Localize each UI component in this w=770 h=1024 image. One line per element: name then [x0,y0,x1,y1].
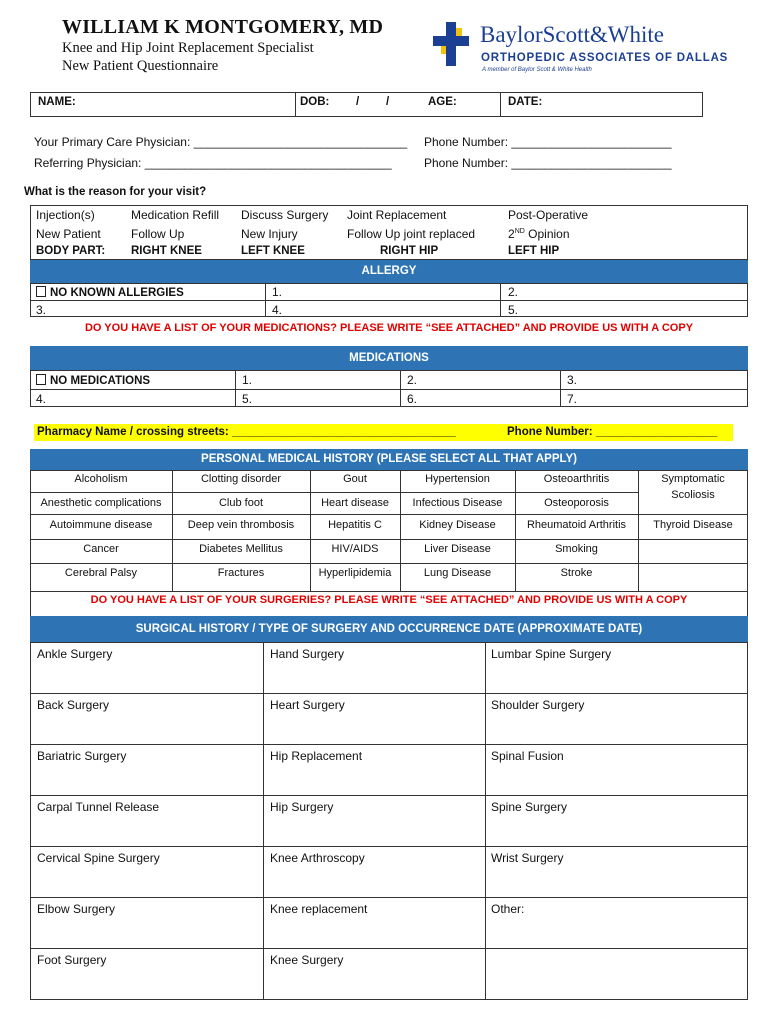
history-cerebral-palsy[interactable]: Cerebral Palsy [64,567,138,579]
surgery-foot[interactable]: Foot Surgery [37,953,107,967]
logo-name: BaylorScott&White [480,22,664,47]
form-title: New Patient Questionnaire [62,58,219,74]
date-label: DATE: [508,96,543,108]
reason-discuss-surgery[interactable]: Discuss Surgery [241,208,329,222]
history-thyroid-disease[interactable]: Thyroid Disease [653,519,733,531]
surgery-shoulder[interactable]: Shoulder Surgery [491,698,585,712]
surgery-spinal-fusion[interactable]: Spinal Fusion [491,749,564,763]
no-known-allergies-checkbox[interactable]: NO KNOWN ALLERGIES [36,286,184,299]
history-hepatitis-c[interactable]: Hepatitis C [328,519,382,531]
history-anesthetic-complications[interactable]: Anesthetic complications [40,497,162,509]
pcp-field[interactable]: Your Primary Care Physician: ________________________________ [34,135,408,149]
dob-label: DOB: [300,96,330,108]
history-club-foot[interactable]: Club foot [218,497,264,509]
medications-header: MEDICATIONS [30,346,748,370]
history-alcoholism[interactable]: Alcoholism [74,473,128,485]
surgery-other[interactable]: Other: [491,902,525,916]
reason-joint-replacement[interactable]: Joint Replacement [347,208,447,222]
reason-post-operative[interactable]: Post-Operative [508,208,589,222]
surgery-lumbar-spine[interactable]: Lumbar Spine Surgery [491,647,612,661]
history-osteoarthritis[interactable]: Osteoarthritis [543,473,610,485]
checkbox-icon [36,374,46,385]
dob-slash: / [386,96,390,108]
history-liver-disease[interactable]: Liver Disease [424,543,491,555]
medication-3[interactable]: 3. [567,373,578,387]
name-label: NAME: [38,96,76,108]
reason-medication-refill[interactable]: Medication Refill [131,208,220,222]
ref-phone-field[interactable]: Phone Number: ________________________ [424,156,672,170]
visit-question: What is the reason for your visit? [24,186,207,198]
history-autoimmune-disease[interactable]: Autoimmune disease [49,519,153,531]
body-part-left-hip[interactable]: LEFT HIP [508,245,560,257]
medication-2[interactable]: 2. [407,373,418,387]
surgery-hip-replacement[interactable]: Hip Replacement [270,749,363,763]
surgical-header: SURGICAL HISTORY / TYPE OF SURGERY AND OCCURRENCE DATE (APPROXIMATE DATE) [30,616,748,642]
allergy-header: ALLERGY [30,260,748,283]
reason-follow-up[interactable]: Follow Up [131,227,185,241]
history-diabetes[interactable]: Diabetes Mellitus [199,543,283,555]
history-hiv-aids[interactable]: HIV/AIDS [331,543,379,555]
history-smoking[interactable]: Smoking [555,543,598,555]
medication-6[interactable]: 6. [407,392,418,406]
body-part-label: BODY PART: [36,245,106,257]
reason-second-opinion[interactable]: 2ND Opinion [508,227,570,241]
body-part-left-knee[interactable]: LEFT KNEE [241,245,305,257]
medication-7[interactable]: 7. [567,392,578,406]
name-field[interactable] [120,94,290,114]
history-infectious-disease[interactable]: Infectious Disease [412,497,503,509]
history-header: PERSONAL MEDICAL HISTORY (PLEASE SELECT ALL THAT APPLY) [30,449,748,470]
medication-1[interactable]: 1. [242,373,253,387]
history-lung-disease[interactable]: Lung Disease [423,567,492,579]
reason-follow-up-joint[interactable]: Follow Up joint replaced [347,227,476,241]
history-gout[interactable]: Gout [343,473,367,485]
surgery-hand[interactable]: Hand Surgery [270,647,345,661]
history-clotting-disorder[interactable]: Clotting disorder [200,473,282,485]
checkbox-icon [36,286,46,297]
dob-slash: / [356,96,360,108]
surgery-knee-replacement[interactable]: Knee replacement [270,902,368,916]
history-symptomatic-scoliosis[interactable]: Symptomatic Scoliosis [661,473,725,501]
date-field[interactable] [545,94,700,114]
body-part-right-knee[interactable]: RIGHT KNEE [131,245,202,257]
age-field[interactable] [460,94,498,114]
surgery-hip[interactable]: Hip Surgery [270,800,334,814]
age-label: AGE: [428,96,457,108]
medication-5[interactable]: 5. [242,392,253,406]
history-dvt[interactable]: Deep vein thrombosis [187,519,295,531]
history-fractures[interactable]: Fractures [217,567,265,579]
surgery-bariatric[interactable]: Bariatric Surgery [37,749,127,763]
logo-subtitle: ORTHOPEDIC ASSOCIATES OF DALLAS [481,52,729,64]
surgery-knee-arthroscopy[interactable]: Knee Arthroscopy [270,851,365,865]
surgery-carpal-tunnel[interactable]: Carpal Tunnel Release [37,800,160,814]
history-osteoporosis[interactable]: Osteoporosis [544,497,609,509]
body-part-right-hip[interactable]: RIGHT HIP [380,245,439,257]
history-cancer[interactable]: Cancer [83,543,119,555]
surgery-cervical-spine[interactable]: Cervical Spine Surgery [37,851,160,865]
surgery-notice: DO YOU HAVE A LIST OF YOUR SURGERIES? PLEASE WRITE “SEE ATTACHED” AND PROVIDE US WITH A COPY [30,592,748,616]
history-kidney-disease[interactable]: Kidney Disease [419,519,496,531]
logo-tagline: A member of Baylor Scott & White Health [482,67,592,73]
pcp-phone-field[interactable]: Phone Number: ________________________ [424,135,672,149]
medication-notice: DO YOU HAVE A LIST OF YOUR MEDICATIONS? PLEASE WRITE “SEE ATTACHED” AND PROVIDE US WITH A COPY [84,322,694,334]
allergy-3[interactable]: 3. [36,303,47,317]
doctor-name: WILLIAM K MONTGOMERY, MD [62,16,384,38]
surgery-knee[interactable]: Knee Surgery [270,953,344,967]
surgical-table [30,642,748,1000]
reason-new-patient[interactable]: New Patient [36,227,101,241]
allergy-5[interactable]: 5. [508,303,519,317]
dob-field[interactable] [334,94,424,114]
medication-4[interactable]: 4. [36,392,47,406]
history-hyperlipidemia[interactable]: Hyperlipidemia [318,567,392,579]
history-stroke[interactable]: Stroke [560,567,593,579]
surgery-ankle[interactable]: Ankle Surgery [37,647,113,661]
surgery-wrist[interactable]: Wrist Surgery [491,851,564,865]
history-heart-disease[interactable]: Heart disease [321,497,389,509]
no-medications-checkbox[interactable]: NO MEDICATIONS [36,374,150,387]
pharmacy-phone-field[interactable]: Phone Number: ___________________ [507,426,718,438]
specialty: Knee and Hip Joint Replacement Specialist [62,40,314,56]
reason-new-injury[interactable]: New Injury [241,227,298,241]
surgery-elbow[interactable]: Elbow Surgery [37,902,116,916]
surgery-spine[interactable]: Spine Surgery [491,800,568,814]
referring-field[interactable]: Referring Physician: _____________________________________ [34,156,392,170]
reason-injection[interactable]: Injection(s) [36,208,95,222]
surgery-back[interactable]: Back Surgery [37,698,110,712]
history-rheumatoid-arthritis[interactable]: Rheumatoid Arthritis [526,519,627,531]
allergy-4[interactable]: 4. [272,303,283,317]
allergy-2[interactable]: 2. [508,285,519,299]
surgery-heart[interactable]: Heart Surgery [270,698,345,712]
pharmacy-field[interactable]: Pharmacy Name / crossing streets: ___________________________________ [37,426,456,438]
allergy-1[interactable]: 1. [272,285,283,299]
baylor-cross-logo [433,22,473,66]
history-hypertension[interactable]: Hypertension [425,473,490,485]
